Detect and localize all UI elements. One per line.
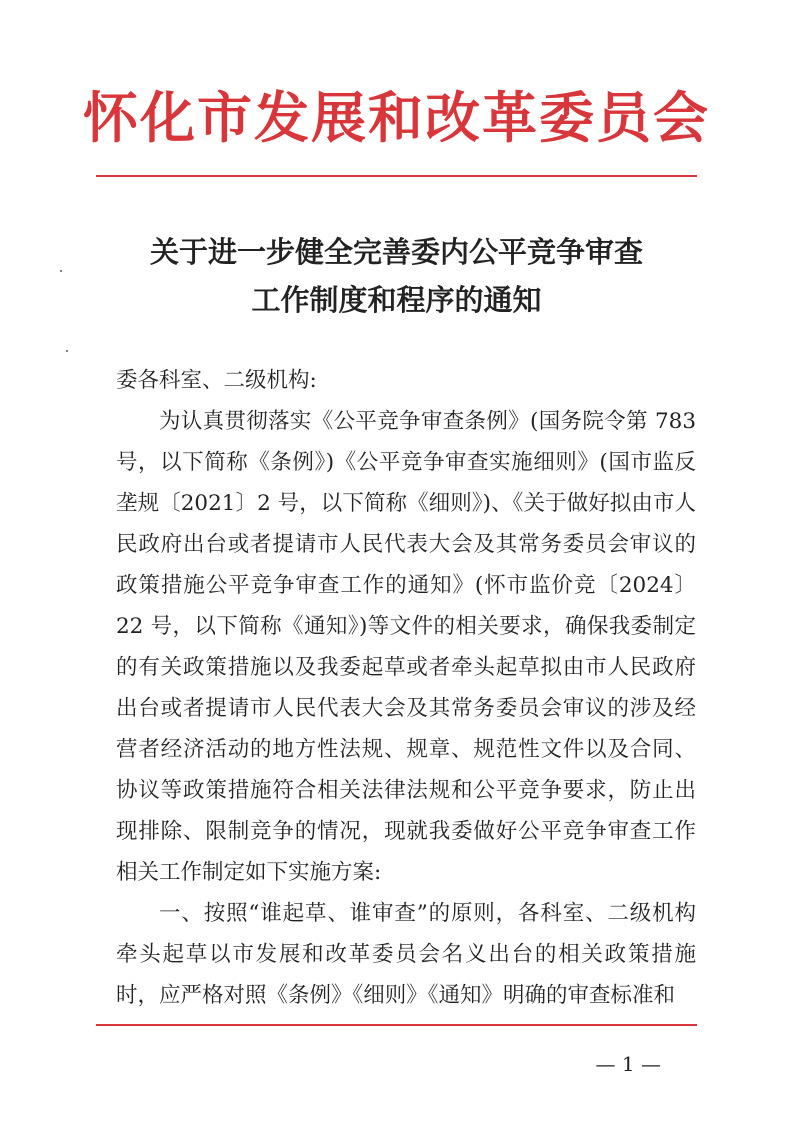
page-number: — 1 — bbox=[595, 1052, 661, 1076]
title-line-1: 关于进一步健全完善委内公平竞争审查 bbox=[149, 235, 643, 269]
title-line-2: 工作制度和程序的通知 bbox=[251, 283, 542, 317]
footer-red-rule bbox=[96, 1024, 697, 1026]
scan-speck bbox=[66, 350, 68, 352]
document-body bbox=[116, 360, 696, 1016]
letterhead-red-rule bbox=[96, 175, 697, 177]
document-title bbox=[0, 228, 793, 324]
scan-speck bbox=[60, 270, 62, 272]
letterhead-org-name: 怀化市发展和改革委员会 bbox=[82, 85, 710, 150]
paragraph-1: 为认真贯彻落实《公平竞争审查条例》(国务院令第 783 号，以下简称《条例》)《公平竞争审查实施细则》(国市监反垄规〔2021〕2 号，以下简称《细则》)、《关于做好拟由市人民政府出台或者提请市人民代表大会及其常务委员会审议的政策措施公平竞争审查工作的通知》(怀市监价竞〔2024〕22 号，以下简称《通知》)等文件的相关要求，确保我委制定的有关政策措施以及我委起草或者牵头起草拟由市人民政府出台或者提请市人民代表大会及其常务委员会审议的涉及经营者经济活动的地方性法规、规章、规范性文件以及合同、协议等政策措施符合相关法律法规和公平竞争要求，防止出现排除、限制竞争的情况，现就我委做好公平竞争审查工作相关工作制定如下实施方案: bbox=[116, 409, 696, 885]
salutation: 委各科室、二级机构: bbox=[116, 368, 317, 393]
paragraph-2: 一、按照“谁起草、谁审查”的原则，各科室、二级机构牵头起草以市发展和改革委员会名义出台的相关政策措施时，应严格对照《条例》《细则》《通知》明确的审查标准和 bbox=[116, 901, 696, 1008]
